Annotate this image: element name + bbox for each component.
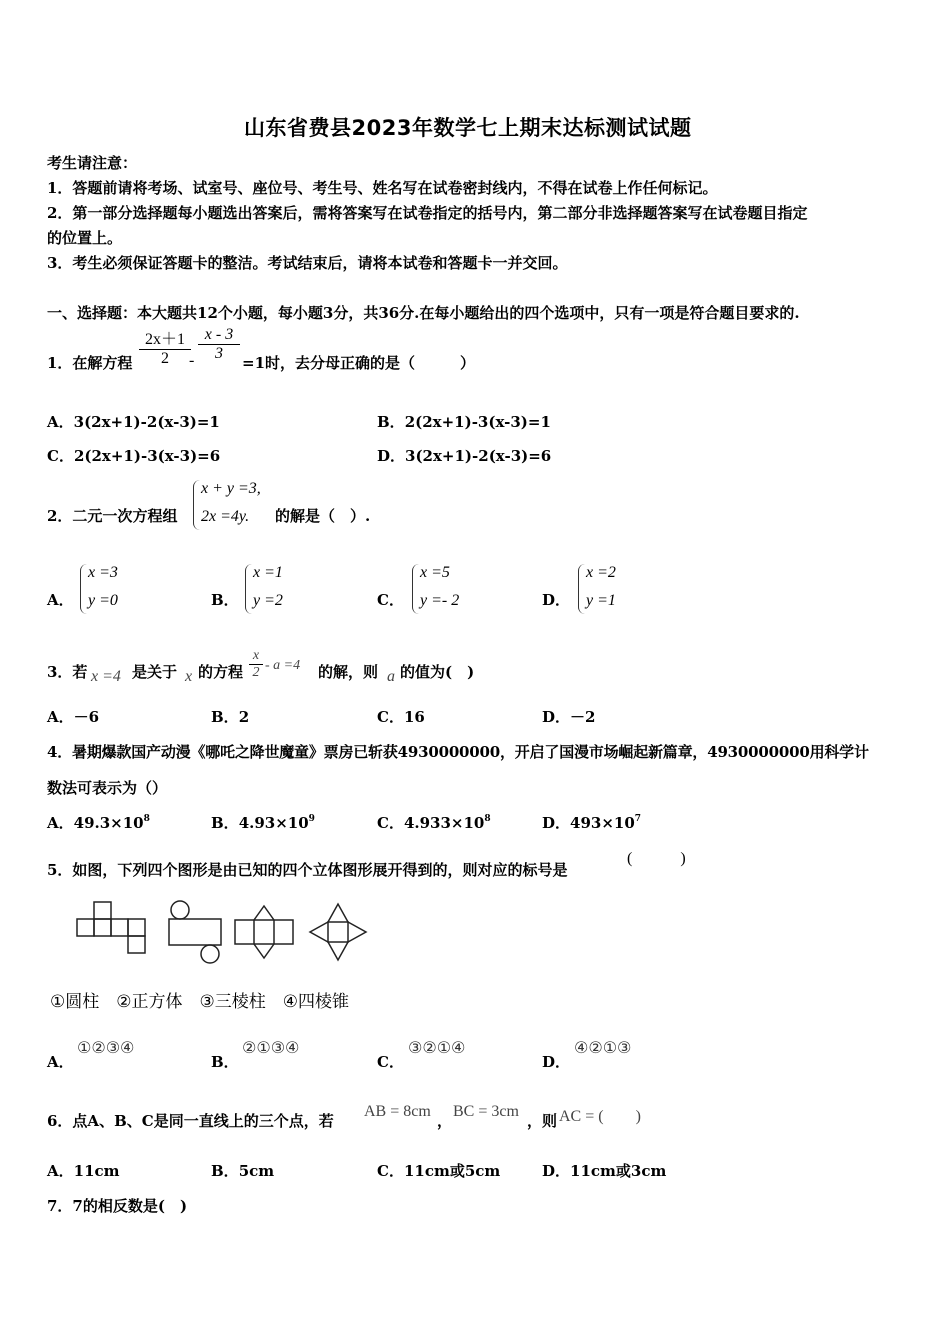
q3-fraction: x 2	[249, 648, 263, 681]
q1-fraction-1	[139, 326, 191, 368]
q2-brace	[193, 480, 200, 530]
q1-minus: -	[189, 352, 195, 369]
q3-math-x: x	[185, 668, 193, 685]
q1-fraction-2	[198, 326, 240, 363]
q3-text-5: 的值为( )	[400, 663, 475, 681]
q3-text-3: 的方程	[198, 663, 244, 681]
cube-net-icon	[77, 902, 145, 953]
notice-heading: 考生请注意：	[47, 154, 138, 172]
page-title: 山东省费县2023年数学七上期末达标测试试题	[244, 116, 692, 140]
q2-prefix: 2．二元一次方程组	[47, 507, 178, 525]
q1-option-d[interactable]: D．3(2x+1)-2(x-3)=6	[377, 447, 552, 465]
q3-text-1: 3．若	[47, 663, 88, 681]
q1-f1-denominator: 2	[161, 350, 169, 367]
square-pyramid-net-icon	[310, 904, 366, 960]
q6-option-a[interactable]: A．11cm	[47, 1162, 120, 1180]
q1-f1-numerator: 2x＋1	[144, 331, 185, 348]
notice-item-2-cont: 的位置上。	[47, 229, 123, 247]
q3-math-eq: - a =4	[265, 658, 301, 673]
q3-option-b[interactable]: B．2	[211, 708, 250, 726]
q1-prefix: 1．在解方程	[47, 354, 133, 372]
q4-option-a[interactable]: A．$49.3\times 10^8$	[47, 814, 150, 832]
notice-item-1: 1．答题前请将考场、试室号、座位号、考生号、姓名写在试卷密封线内，不得在试卷上作任何标记。	[47, 179, 718, 197]
q1-option-b[interactable]: B．2(2x+1)-3(x-3)=1	[377, 413, 551, 431]
q6-option-b[interactable]: B．5cm	[211, 1162, 275, 1180]
q1-f2-denominator: 3	[215, 345, 223, 362]
q6-option-d[interactable]: D．11cm或3cm	[542, 1162, 667, 1180]
q3-math-a: a	[387, 668, 395, 685]
q3-option-a[interactable]: A．－6	[47, 708, 100, 726]
q4-option-d[interactable]: D．$493\times 10^7$	[542, 814, 642, 832]
notice-item-2: 2．第一部分选择题每小题选出答案后，需将答案写在试卷指定的括号内，第二部分非选择题答案写在试卷题目指定	[47, 204, 808, 222]
q2-suffix: 的解是（ ）.	[275, 507, 371, 525]
q6-text-2: ，则	[527, 1112, 558, 1130]
q6-option-c[interactable]: C．11cm或5cm	[377, 1162, 501, 1180]
q1-suffix: =1时，去分母正确的是（ ）	[242, 354, 476, 372]
q6-text-1: 6．点A、B、C是同一直线上的三个点，若	[47, 1112, 334, 1130]
q5-text: 5．如图，下列四个图形是由已知的四个立体图形展开得到的，则对应的标号是	[47, 861, 568, 879]
q3-option-c[interactable]: C．16	[377, 708, 425, 726]
q3-option-d[interactable]: D．－2	[542, 708, 596, 726]
q4-line-2: 数法可表示为（）	[47, 779, 168, 797]
q5-paren: ( )	[627, 850, 686, 867]
q2-eq2: 2x =4y.	[201, 508, 250, 525]
q3-text-4: 的解，则	[318, 663, 379, 681]
section-heading: 一、选择题：本大题共12个小题，每小题3分，共36分.在每小题给出的四个选项中，只有一项是符合题目要求的.	[47, 304, 800, 322]
q4-option-c[interactable]: C．$4.933\times 10^8$	[377, 814, 491, 832]
q5-legend: ①圆柱 ②正方体 ③三棱柱 ④四棱锥	[50, 992, 349, 1012]
q4-line-1: 4．暑期爆款国产动漫《哪吒之降世魔童》票房已斩获4930000000，开启了国漫市场崛起新篇章，4930000000用科学计	[47, 743, 869, 761]
question-7: 7．7的相反数是( )	[47, 1197, 188, 1215]
triangular-prism-net-icon	[235, 906, 293, 958]
q6-ab: AB = 8cm	[364, 1103, 431, 1120]
q1-f2-numerator: x - 3	[204, 326, 234, 343]
q6-ac: AC = ( )	[559, 1108, 641, 1125]
q6-comma: ，	[437, 1112, 453, 1130]
q4-option-b[interactable]: B．$4.93\times 10^9$	[211, 814, 315, 832]
q2-eq1: x + y =3,	[201, 480, 261, 497]
notice-item-3: 3．考生必须保证答题卡的整洁。考试结束后，请将本试卷和答题卡一并交回。	[47, 254, 568, 272]
nets-figure	[70, 898, 370, 968]
q3-math-x-eq-4: x =4	[91, 668, 121, 685]
cylinder-net-icon	[169, 901, 221, 963]
q3-text-2: 是关于	[132, 663, 178, 681]
q6-bc: BC = 3cm	[453, 1103, 519, 1120]
q1-option-a[interactable]: A．3(2x+1)-2(x-3)=1	[47, 413, 220, 431]
q1-option-c[interactable]: C．2(2x+1)-3(x-3)=6	[47, 447, 221, 465]
